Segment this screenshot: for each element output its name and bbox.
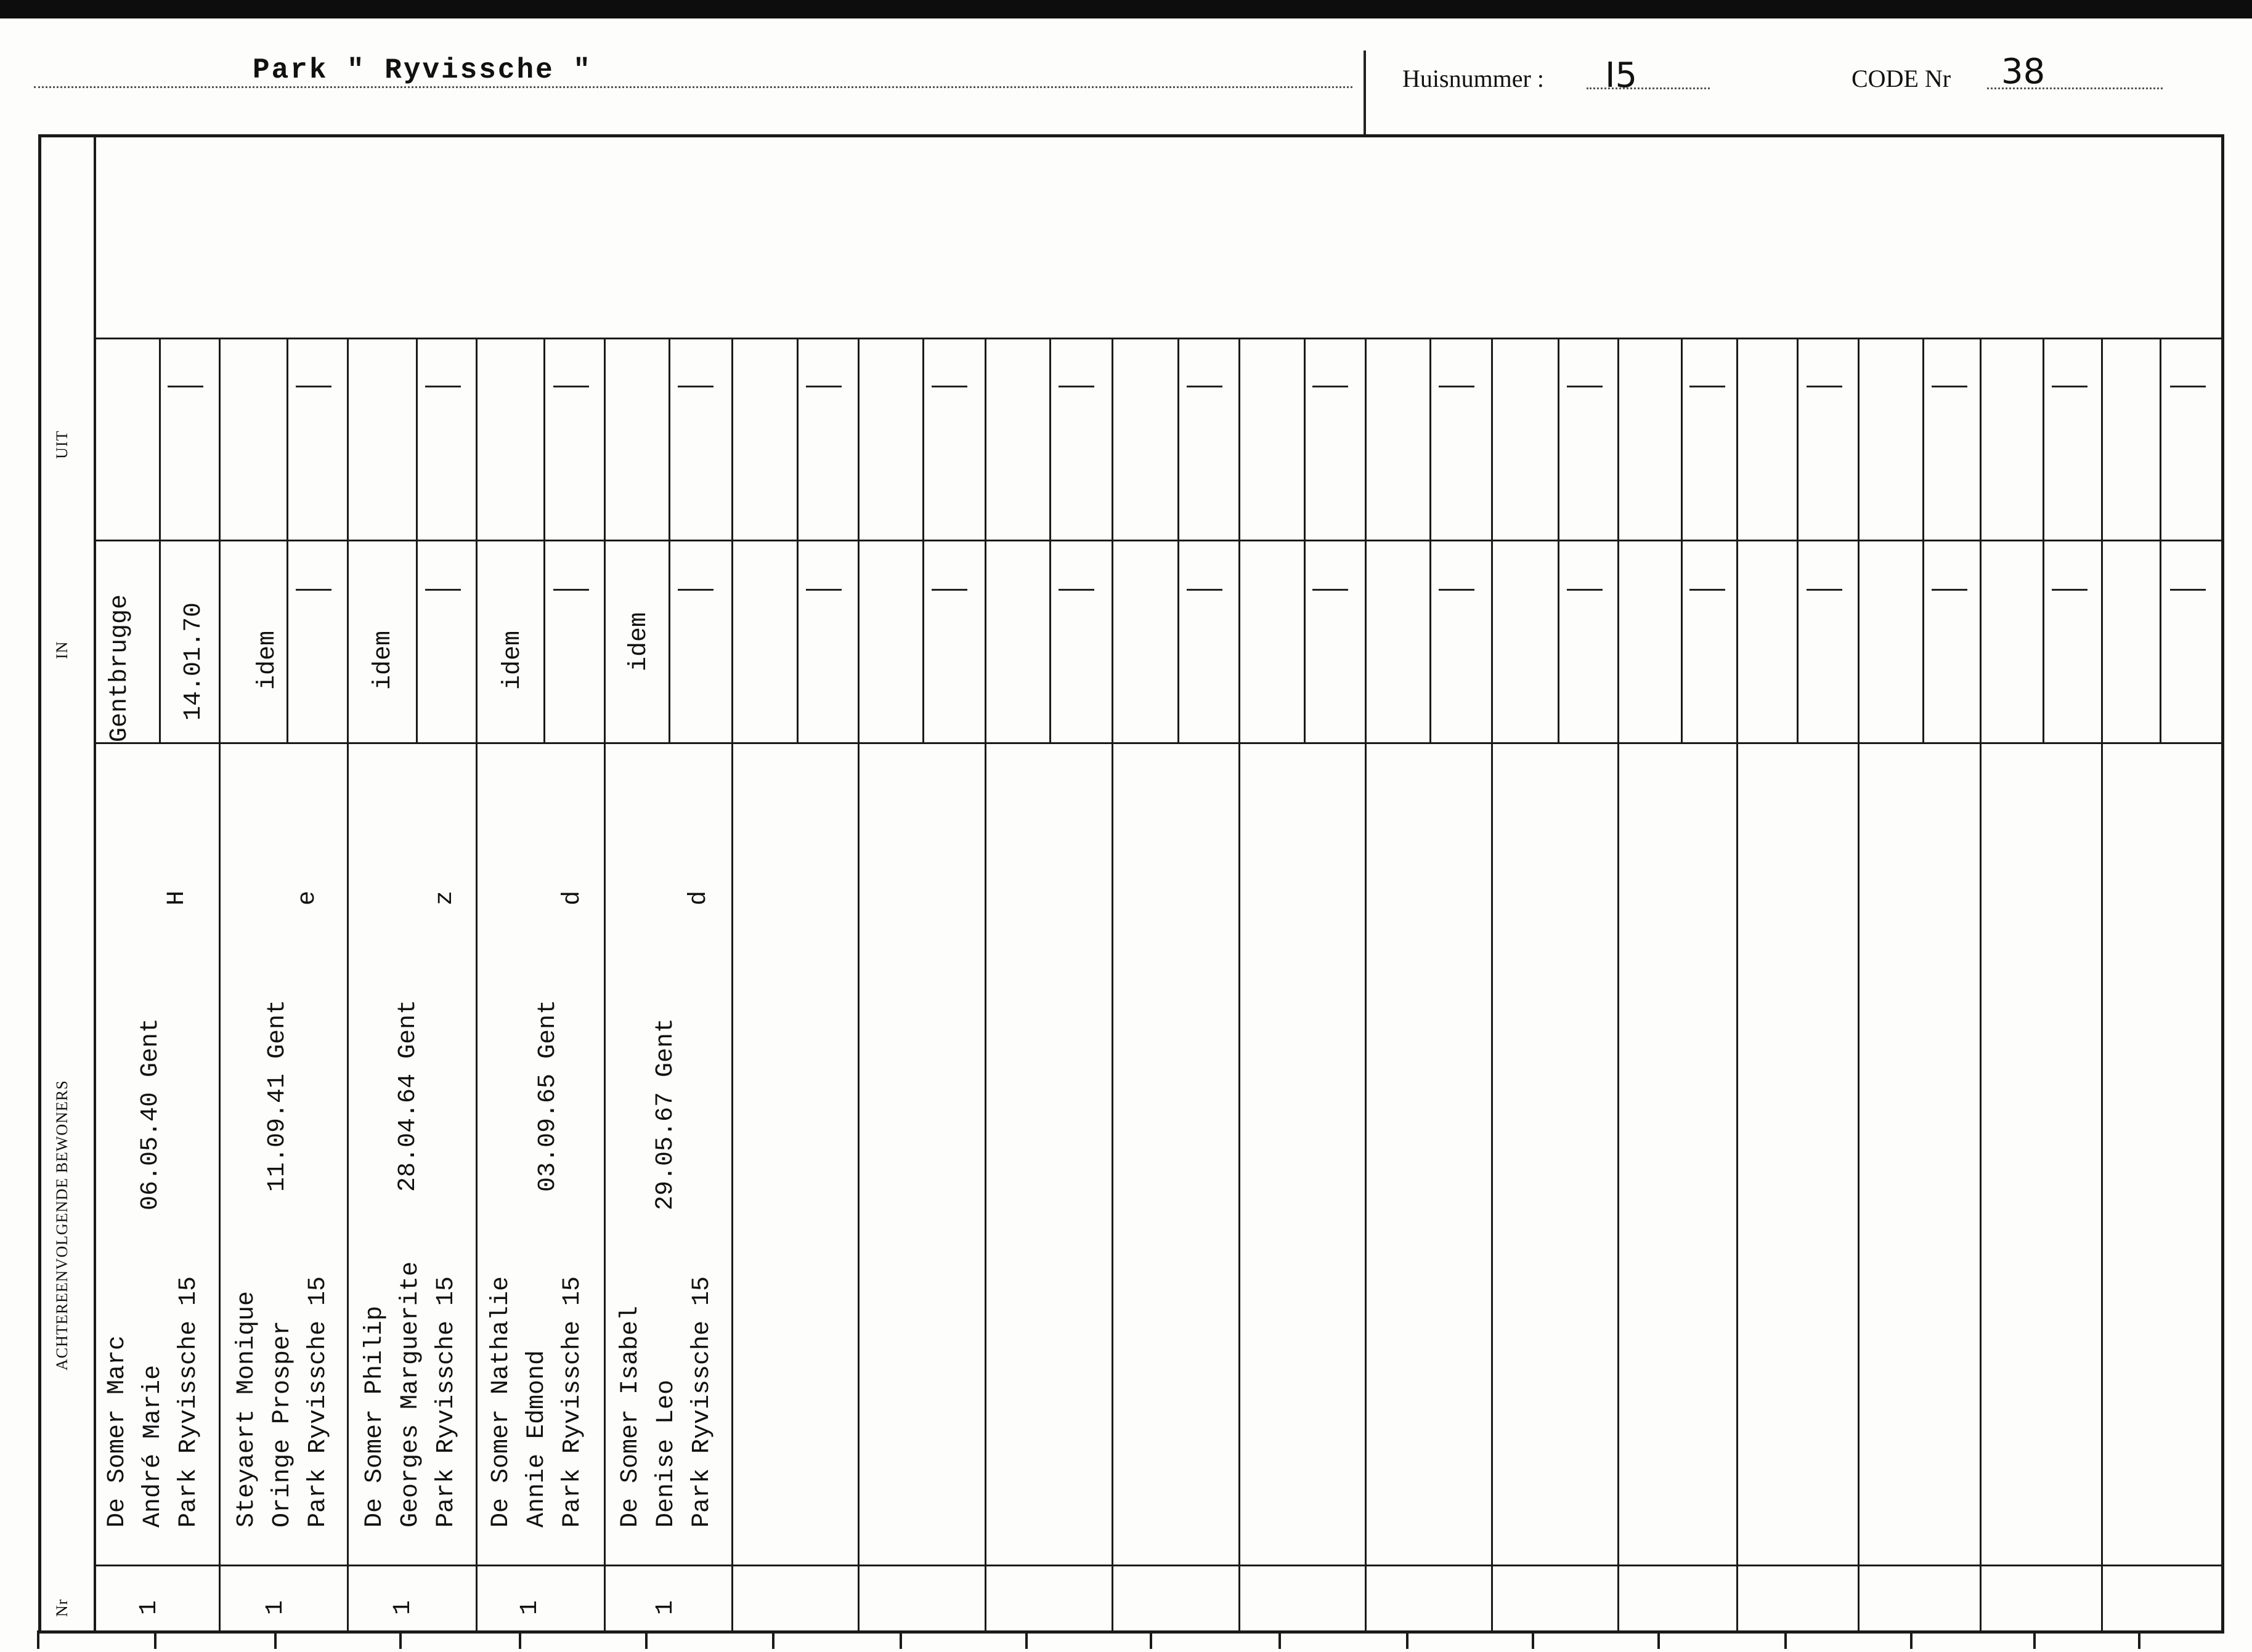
in-section-label: IN (53, 641, 71, 659)
bottom-tick-15 (1784, 1630, 1787, 1649)
resident-1-mark: H (163, 890, 191, 905)
resident-3-names (357, 1261, 465, 1528)
in-subdivider-14 (1797, 540, 1799, 742)
column-divider-14 (1858, 338, 1860, 1630)
bottom-tick-5 (519, 1630, 521, 1649)
resident-3-mark: z (431, 890, 459, 905)
uit-dash-1 (168, 386, 203, 387)
bottom-tick-13 (1532, 1630, 1534, 1649)
residents-section-label: ACHTEREENVOLGENDE BEWONERS (53, 1080, 71, 1371)
code-dotted-line (1987, 87, 2163, 89)
row-divider-2 (94, 540, 2221, 541)
bottom-tick-11 (1278, 1630, 1281, 1649)
bottom-tick-17 (2033, 1630, 2036, 1649)
resident-3-name-line-1: De Somer Philip (361, 1305, 389, 1528)
resident-2-name-line-1: Steyaert Monique (233, 1290, 261, 1528)
column-divider-12 (1617, 338, 1619, 1630)
resident-5-birth: 29.05.67 Gent (652, 1018, 680, 1210)
bottom-tick-9 (1025, 1630, 1028, 1649)
header-divider (1364, 51, 1366, 137)
resident-3-birth: 28.04.64 Gent (394, 999, 422, 1192)
resident-3-nr: 1 (389, 1600, 417, 1615)
uit-subdivider-5 (669, 338, 670, 540)
uit-dash-16 (2052, 386, 2087, 387)
resident-4-in-place: idem (499, 630, 527, 690)
resident-4-name-line-1: De Somer Nathalie (487, 1276, 515, 1528)
in-dash-9 (1187, 589, 1222, 591)
bottom-tick-10 (1150, 1630, 1152, 1649)
uit-dash-10 (1312, 386, 1348, 387)
column-divider-5 (731, 338, 733, 1630)
resident-2-mark: e (294, 890, 322, 905)
in-subdivider-12 (1558, 540, 1559, 742)
uit-dash-2 (296, 386, 331, 387)
in-subdivider-11 (1429, 540, 1431, 742)
row-divider-1 (94, 338, 2221, 339)
resident-4-names (484, 1276, 591, 1528)
uit-subdivider-1 (159, 338, 161, 540)
in-dash-2 (296, 589, 331, 591)
bottom-tick-12 (1406, 1630, 1409, 1649)
column-divider-6 (858, 338, 860, 1630)
in-dash-6 (806, 589, 842, 591)
bottom-tick-14 (1657, 1630, 1660, 1649)
in-dash-17 (2170, 589, 2206, 591)
house-number-dotted-line (1587, 87, 1710, 89)
bottom-tick-8 (900, 1630, 902, 1649)
in-dash-14 (1807, 589, 1842, 591)
street-dotted-line (34, 86, 1352, 88)
uit-dash-9 (1187, 386, 1222, 387)
uit-subdivider-16 (2043, 338, 2044, 540)
uit-subdivider-14 (1797, 338, 1799, 540)
in-subdivider-9 (1177, 540, 1179, 742)
uit-subdivider-8 (1049, 338, 1051, 540)
uit-dash-13 (1689, 386, 1725, 387)
uit-subdivider-12 (1558, 338, 1559, 540)
column-divider-4 (604, 338, 606, 1630)
in-dash-10 (1312, 589, 1348, 591)
house-number-label: Huisnummer : (1402, 65, 1544, 92)
bottom-tick-1 (37, 1630, 39, 1649)
in-dash-5 (678, 589, 713, 591)
resident-2-birth: 11.09.41 Gent (264, 999, 291, 1192)
resident-4-name-line-2: Annie Edmond (523, 1350, 551, 1528)
uit-dash-7 (932, 386, 967, 387)
code-value: 38 (2001, 52, 2046, 92)
resident-3-name-line-2: Georges Marguerite (397, 1261, 425, 1528)
resident-2-name-line-2: Oringe Prosper (269, 1320, 296, 1528)
resident-5-name-line-1: De Somer Isabel (617, 1305, 644, 1528)
uit-subdivider-2 (287, 338, 288, 540)
resident-3-in-place: idem (370, 630, 397, 690)
in-subdivider-17 (2160, 540, 2161, 742)
column-divider-10 (1365, 338, 1367, 1630)
bottom-tick-7 (772, 1630, 774, 1649)
code-label: CODE Nr (1852, 65, 1951, 92)
resident-1-in-date: 14.01.70 (180, 602, 208, 721)
label-column-divider (94, 134, 96, 1630)
in-dash-11 (1439, 589, 1474, 591)
frame-left (38, 134, 41, 1634)
uit-dash-8 (1059, 386, 1094, 387)
in-dash-7 (932, 589, 967, 591)
in-subdivider-3 (416, 540, 418, 742)
column-divider-13 (1736, 338, 1738, 1630)
resident-1-nr: 1 (136, 1600, 163, 1615)
uit-dash-4 (553, 386, 589, 387)
uit-dash-17 (2170, 386, 2206, 387)
uit-dash-5 (678, 386, 713, 387)
resident-4-name-line-3: Park Ryvissche 15 (559, 1276, 587, 1528)
uit-dash-15 (1932, 386, 1967, 387)
uit-section-label: UIT (53, 430, 71, 459)
in-subdivider-6 (797, 540, 799, 742)
column-divider-11 (1491, 338, 1493, 1630)
row-divider-4 (94, 1565, 2221, 1566)
uit-subdivider-4 (543, 338, 545, 540)
in-subdivider-1 (159, 540, 161, 742)
resident-2-nr: 1 (262, 1600, 290, 1615)
column-divider-8 (1112, 338, 1113, 1630)
uit-subdivider-10 (1304, 338, 1306, 540)
resident-3-name-line-3: Park Ryvissche 15 (433, 1276, 460, 1528)
bottom-tick-16 (1910, 1630, 1913, 1649)
in-dash-8 (1059, 589, 1094, 591)
in-subdivider-7 (922, 540, 924, 742)
in-dash-13 (1689, 589, 1725, 591)
in-dash-3 (425, 589, 461, 591)
in-subdivider-4 (543, 540, 545, 742)
uit-dash-12 (1567, 386, 1603, 387)
resident-1-birth: 06.05.40 Gent (137, 1018, 165, 1210)
resident-1-name-line-3: Park Ryvissche 15 (175, 1276, 203, 1528)
resident-5-name-line-2: Denise Leo (652, 1379, 680, 1528)
column-divider-7 (985, 338, 986, 1630)
resident-2-names (229, 1276, 336, 1528)
bottom-tick-3 (274, 1630, 277, 1649)
in-subdivider-13 (1681, 540, 1683, 742)
column-divider-2 (347, 338, 349, 1630)
resident-1-name-line-2: André Marie (139, 1364, 167, 1528)
resident-5-names (613, 1276, 720, 1528)
resident-2-name-line-3: Park Ryvissche 15 (304, 1276, 332, 1528)
uit-subdivider-9 (1177, 338, 1179, 540)
resident-5-mark: d (685, 890, 713, 905)
nr-section-label: Nr (53, 1598, 71, 1617)
frame-top (38, 134, 2224, 137)
uit-dash-3 (425, 386, 461, 387)
column-divider-9 (1238, 338, 1240, 1630)
in-dash-15 (1932, 589, 1967, 591)
in-dash-12 (1567, 589, 1603, 591)
resident-5-in-place: idem (625, 612, 653, 671)
uit-subdivider-3 (416, 338, 418, 540)
in-dash-16 (2052, 589, 2087, 591)
in-subdivider-16 (2043, 540, 2044, 742)
uit-subdivider-17 (2160, 338, 2161, 540)
in-subdivider-8 (1049, 540, 1051, 742)
uit-subdivider-11 (1429, 338, 1431, 540)
resident-5-nr: 1 (652, 1600, 680, 1615)
resident-4-mark: d (559, 890, 587, 905)
resident-5-name-line-3: Park Ryvissche 15 (688, 1276, 716, 1528)
uit-dash-11 (1439, 386, 1474, 387)
resident-4-nr: 1 (516, 1600, 544, 1615)
uit-subdivider-6 (797, 338, 799, 540)
column-divider-3 (476, 338, 478, 1630)
scan-top-border (0, 0, 2252, 18)
bottom-tick-6 (645, 1630, 648, 1649)
in-dash-4 (553, 589, 589, 591)
in-subdivider-15 (1922, 540, 1924, 742)
column-divider-15 (1980, 338, 1982, 1630)
house-number-value: I5 (1605, 55, 1638, 95)
column-divider-16 (2101, 338, 2103, 1630)
resident-1-in-place: Gentbrugge (106, 594, 134, 742)
in-subdivider-10 (1304, 540, 1306, 742)
resident-1-names (100, 1276, 207, 1528)
bottom-tick-2 (154, 1630, 157, 1649)
street-name: Park " Ryvissche " (253, 54, 592, 86)
uit-subdivider-13 (1681, 338, 1683, 540)
bottom-tick-18 (2138, 1630, 2140, 1649)
resident-2-in-place: idem (254, 630, 282, 690)
row-divider-3 (94, 742, 2221, 744)
column-divider-1 (219, 338, 221, 1630)
frame-right (2221, 134, 2224, 1634)
uit-dash-6 (806, 386, 842, 387)
frame-bottom (38, 1630, 2224, 1634)
bottom-tick-4 (399, 1630, 402, 1649)
in-subdivider-5 (669, 540, 670, 742)
uit-subdivider-15 (1922, 338, 1924, 540)
resident-4-birth: 03.09.65 Gent (534, 999, 562, 1192)
uit-subdivider-7 (922, 338, 924, 540)
in-subdivider-2 (287, 540, 288, 742)
uit-dash-14 (1807, 386, 1842, 387)
resident-1-name-line-1: De Somer Marc (104, 1335, 131, 1528)
